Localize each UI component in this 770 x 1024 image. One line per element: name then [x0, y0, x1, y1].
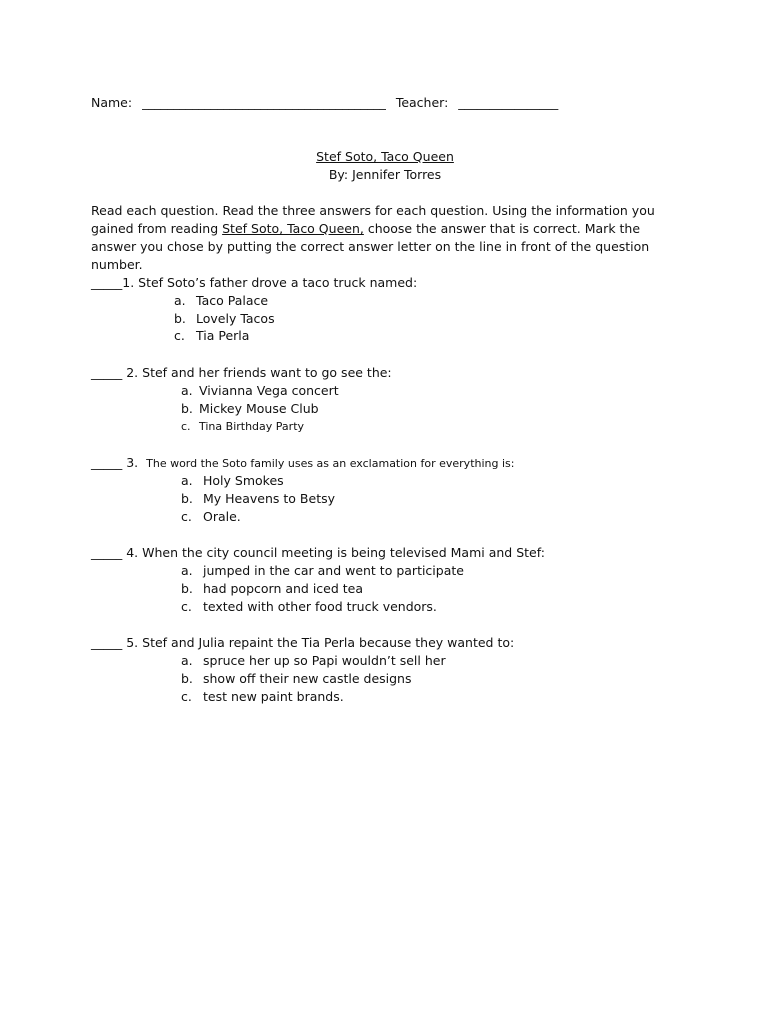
question-2	[91, 364, 392, 382]
question-4-option-c: c. texted with other food truck vendors.	[181, 599, 437, 614]
question-3	[91, 454, 514, 473]
worksheet-title: Stef Soto, Taco Queen	[316, 149, 454, 164]
question-4	[91, 544, 545, 562]
question-stem: The word the Soto family uses as an exclamation for everything is:	[146, 457, 515, 470]
question-5-option-b: b. show off their new castle designs	[181, 671, 412, 686]
question-5	[91, 634, 514, 652]
question-1-option-b: b. Lovely Tacos	[174, 311, 275, 326]
question-5-option-a: a. spruce her up so Papi wouldn’t sell her	[181, 653, 446, 668]
answer-blank: _____	[91, 545, 123, 560]
answer-blank: _____	[91, 365, 123, 380]
question-1-option-c: c. Tia Perla	[174, 328, 250, 343]
answer-blank: _____	[91, 635, 123, 650]
question-1-option-a: a. Taco Palace	[174, 293, 269, 308]
question-2-option-c: c. Tina Birthday Party	[181, 420, 305, 433]
answer-blank: _____	[91, 275, 123, 290]
instructions-book-title: Stef Soto, Taco Queen,	[222, 221, 364, 236]
worksheet-author: By: Jennifer Torres	[328, 167, 442, 182]
question-3-option-c: c. Orale.	[181, 509, 241, 524]
question-4-option-b: b. had popcorn and iced tea	[181, 581, 364, 596]
header-row	[91, 94, 558, 112]
question-stem: 4. When the city council meeting is being televised Mami and Stef:	[126, 545, 545, 560]
instructions	[91, 202, 681, 274]
teacher-blank: ________________	[458, 95, 559, 110]
question-stem: 5. Stef and Julia repaint the Tia Perla because they wanted to:	[126, 635, 515, 650]
question-5-option-c: c. test new paint brands.	[181, 689, 344, 704]
name-label: Name:	[91, 95, 133, 110]
question-4-option-a: a. jumped in the car and went to participate	[181, 563, 464, 578]
instructions-part1: Read each question. Read the three answers for each question. Using the information you gained from reading	[91, 203, 655, 236]
question-1	[91, 274, 417, 292]
question-stem: 2. Stef and her friends want to go see the:	[126, 365, 392, 380]
teacher-label: Teacher:	[395, 95, 449, 110]
instructions-part2: choose the answer that is correct. Mark the answer you chose by putting the correct answer letter on the line in front of the question number.	[91, 221, 650, 272]
question-3-option-b: b. My Heavens to Betsy	[181, 491, 336, 506]
name-blank: _______________________________________	[142, 95, 386, 110]
question-2-option-b: b. Mickey Mouse Club	[181, 401, 319, 416]
question-3-option-a: a. Holy Smokes	[181, 473, 284, 488]
answer-blank: _____	[91, 455, 123, 470]
question-number: 3.	[126, 455, 139, 470]
question-2-option-a: a. Vivianna Vega concert	[181, 383, 339, 398]
question-stem: 1. Stef Soto’s father drove a taco truck named:	[122, 275, 418, 290]
